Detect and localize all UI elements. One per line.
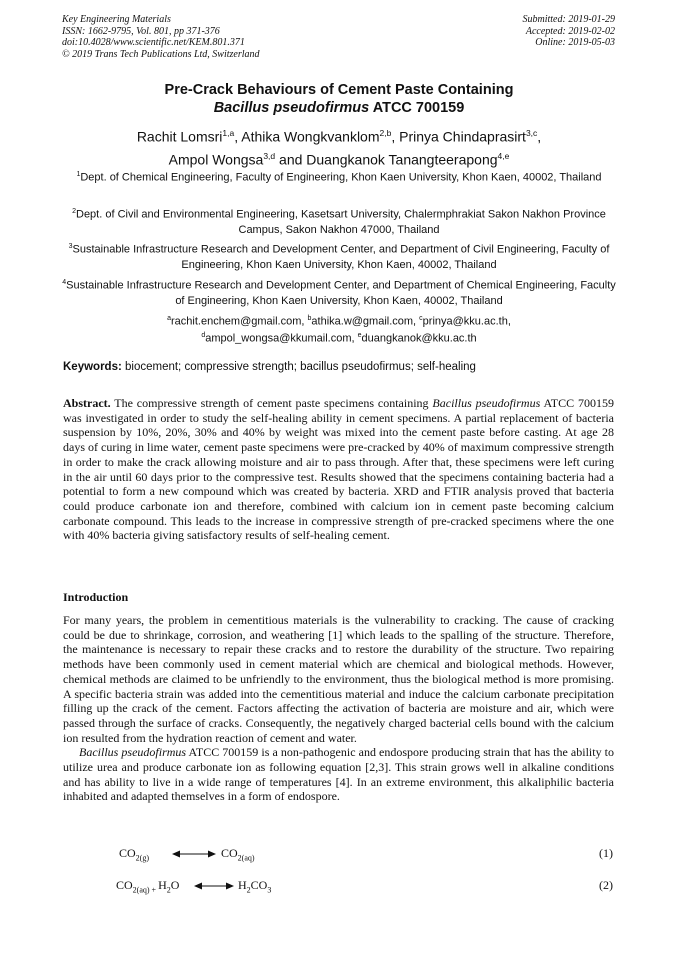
author-affil-mark: 3,d	[263, 150, 276, 161]
equation-2	[0, 878, 678, 898]
intro-paragraph-1: For many years, the problem in cementitious materials is the vulnerability to cracking. The cause of cracking could be due to shrinkage, corrosion, and weathering [1] which leads to the spalling of the structure. Therefore, the maintenance is necessary to repair these cracks and to restore the durability of the structure. Two repairing methods have been commonly used in cement material which are chemical and biological methods. However, chemical methods are claimed to be unfriendly to the environment, thus the biological method is more promising. A specific bacteria strain was added into the cementitious material and induce the calcium carbonate precipitation filling up the crack of the cement. Factors affecting the activation of bacteria are moisture and air, which were passed through the surface of cracks. Consequently, the negatively charged bacterial cells bound with the calcium ion resulted from the hydration reaction of cement and water.	[63, 613, 614, 745]
reversible-arrow-icon	[194, 880, 234, 892]
reversible-arrow-icon	[172, 848, 216, 860]
affiliation-3: $^3$Sustainable Infrastructure Research and Development Center, and Department of Civil Engineering, Faculty of Engineering, Khon Kaen University, Khon Kaen, 40002, Thailand	[68, 243, 610, 271]
journal-name: Key Engineering Materials	[62, 14, 171, 25]
author-affil-mark: 4,e	[497, 150, 510, 161]
equation-rhs: $CO_{2(aq)}$	[221, 846, 255, 863]
title-line-2	[60, 99, 618, 117]
email-line-2: $^d$ampol_wongsa@kkumail.com, $^e$duangkanok@kku.ac.th	[201, 331, 477, 345]
introduction-body	[63, 613, 614, 804]
equation-lhs: $CO_{2(g)}$	[119, 846, 149, 863]
author-name: Prinya Chindaprasirt	[399, 128, 526, 145]
intro-paragraph-2: Bacillus pseudofirmus ATCC 700159 is a non-pathogenic and endospore producing strain that has the ability to utilize urea and produce carbonate ion as following equation [2,3]. This strain grows well in alkaline conditions and has ability to live in a wide range of temperatures [4]. In an extreme environment, this alkaliphilic bacteria inhabited and adapted themselves in a form of endospore.	[63, 745, 614, 804]
author-name: Ampol Wongsa	[168, 151, 264, 168]
email-link[interactable]: ampol_wongsa@kkumail.com,	[205, 332, 358, 345]
copyright-line: © 2019 Trans Tech Publications Ltd, Switzerland	[62, 48, 260, 60]
author-list	[60, 124, 618, 169]
email-line-1: $^a$rachit.enchem@gmail.com, $^b$athika.w@gmail.com, $^c$prinya@kku.ac.th,	[167, 315, 511, 328]
author-affil-mark: 1,a	[222, 128, 235, 138]
equation-number: (2)	[599, 878, 613, 892]
email-link[interactable]: rachit.enchem@gmail.com,	[171, 315, 308, 328]
keywords	[63, 360, 476, 374]
author-line-1: Rachit Lomsri$^{1,a}$, Athika Wongkvanklom$^{2,b}$, Prinya Chindaprasirt$^{3,c}$,	[136, 128, 542, 145]
keywords-label: Keywords:	[63, 361, 122, 373]
online-date: Online: 2019-05-03	[535, 37, 615, 48]
abstract-label: Abstract.	[63, 396, 111, 410]
author-name: Athika Wongkvanklom	[241, 128, 380, 145]
affiliation-4: $^4$Sustainable Infrastructure Research and Development Center, and Department of Chemical Engineering, Faculty of Engineering, Khon Kaen University, Khon Kaen, 40002, Thailand	[62, 279, 616, 307]
author-affil-mark: 2,b	[379, 128, 392, 138]
section-heading-introduction: Introduction	[63, 590, 129, 604]
email-link[interactable]: prinya@kku.ac.th,	[422, 315, 511, 328]
title-species: Bacillus pseudofirmus	[213, 100, 370, 116]
equation-1	[0, 846, 678, 866]
author-line-2: Ampol Wongsa$^{3,d}$ and Duangkanok Tanangteerapong$^{4,e}$	[168, 150, 510, 168]
keywords-text: biocement; compressive strength; bacillus pseudofirmus; self-healing	[121, 361, 476, 373]
author-name: Duangkanok Tanangteerapong	[306, 151, 498, 168]
affiliation-2: $^2$Dept. of Civil and Environmental Engineering, Kasetsart University, Chalermphrakiat Sakon Nakhon Province Campus, Sakon Nakhon 47000, Thailand	[72, 208, 606, 236]
accepted-date: Accepted: 2019-02-02	[525, 25, 615, 37]
paper-title	[60, 81, 618, 117]
title-strain: ATCC 700159	[369, 100, 465, 116]
email-link[interactable]: athika.w@gmail.com,	[311, 315, 420, 328]
author-emails	[60, 312, 618, 345]
affiliation-1: $^1$Dept. of Chemical Engineering, Faculty of Engineering, Khon Kaen University, Khon Kaen, 40002, Thailand	[76, 171, 602, 184]
issn-line: ISSN: 1662-9795, Vol. 801, pp 371-376	[62, 25, 220, 37]
publication-dates	[523, 14, 616, 49]
equation-rhs: $H_2CO_3$	[238, 878, 272, 895]
equation-lhs: $CO_{2(aq) +}$ $H_2O$	[116, 878, 180, 895]
email-link[interactable]: duangkanok@kku.ac.th	[361, 332, 477, 345]
author-affil-mark: 3,c	[525, 128, 538, 138]
journal-info	[62, 14, 260, 60]
author-name: Rachit Lomsri	[136, 128, 223, 145]
doi-line[interactable]: doi:10.4028/www.scientific.net/KEM.801.371	[62, 37, 245, 48]
equation-number: (1)	[599, 846, 613, 860]
abstract: Abstract. The compressive strength of cement paste specimens containing Bacillus pseudofirmus ATCC 700159 was investigated in order to study the self-healing ability in cement specimens. A partial replacement of bacteria suspension by 10%, 20%, 30% and 40% by weight was mixed into the cement paste before casting. At age 28 days of curing in lime water, cement paste specimens were pre-cracked by 40% of maximum compressive strength in order to make the crack allowing moisture and air to pass through. After that, these specimens were left curing in the air until 60 days prior to the compressive test. Results showed that the specimens containing bacteria had a potential to form a new compound which was created by bacteria. XRD and FTIR analysis proved that bacteria could produce carbonate ion and therefore, combined with calcium ion in cement paste becoming calcium carbonate compound. This leads to the increase in compressive strength of pre-cracked specimens where the one with 40% bacteria giving satisfactory results of self-healing cement.	[63, 396, 614, 543]
submitted-date: Submitted: 2019-01-29	[522, 14, 615, 25]
title-line-1: Pre-Crack Behaviours of Cement Paste Containing	[164, 82, 514, 98]
